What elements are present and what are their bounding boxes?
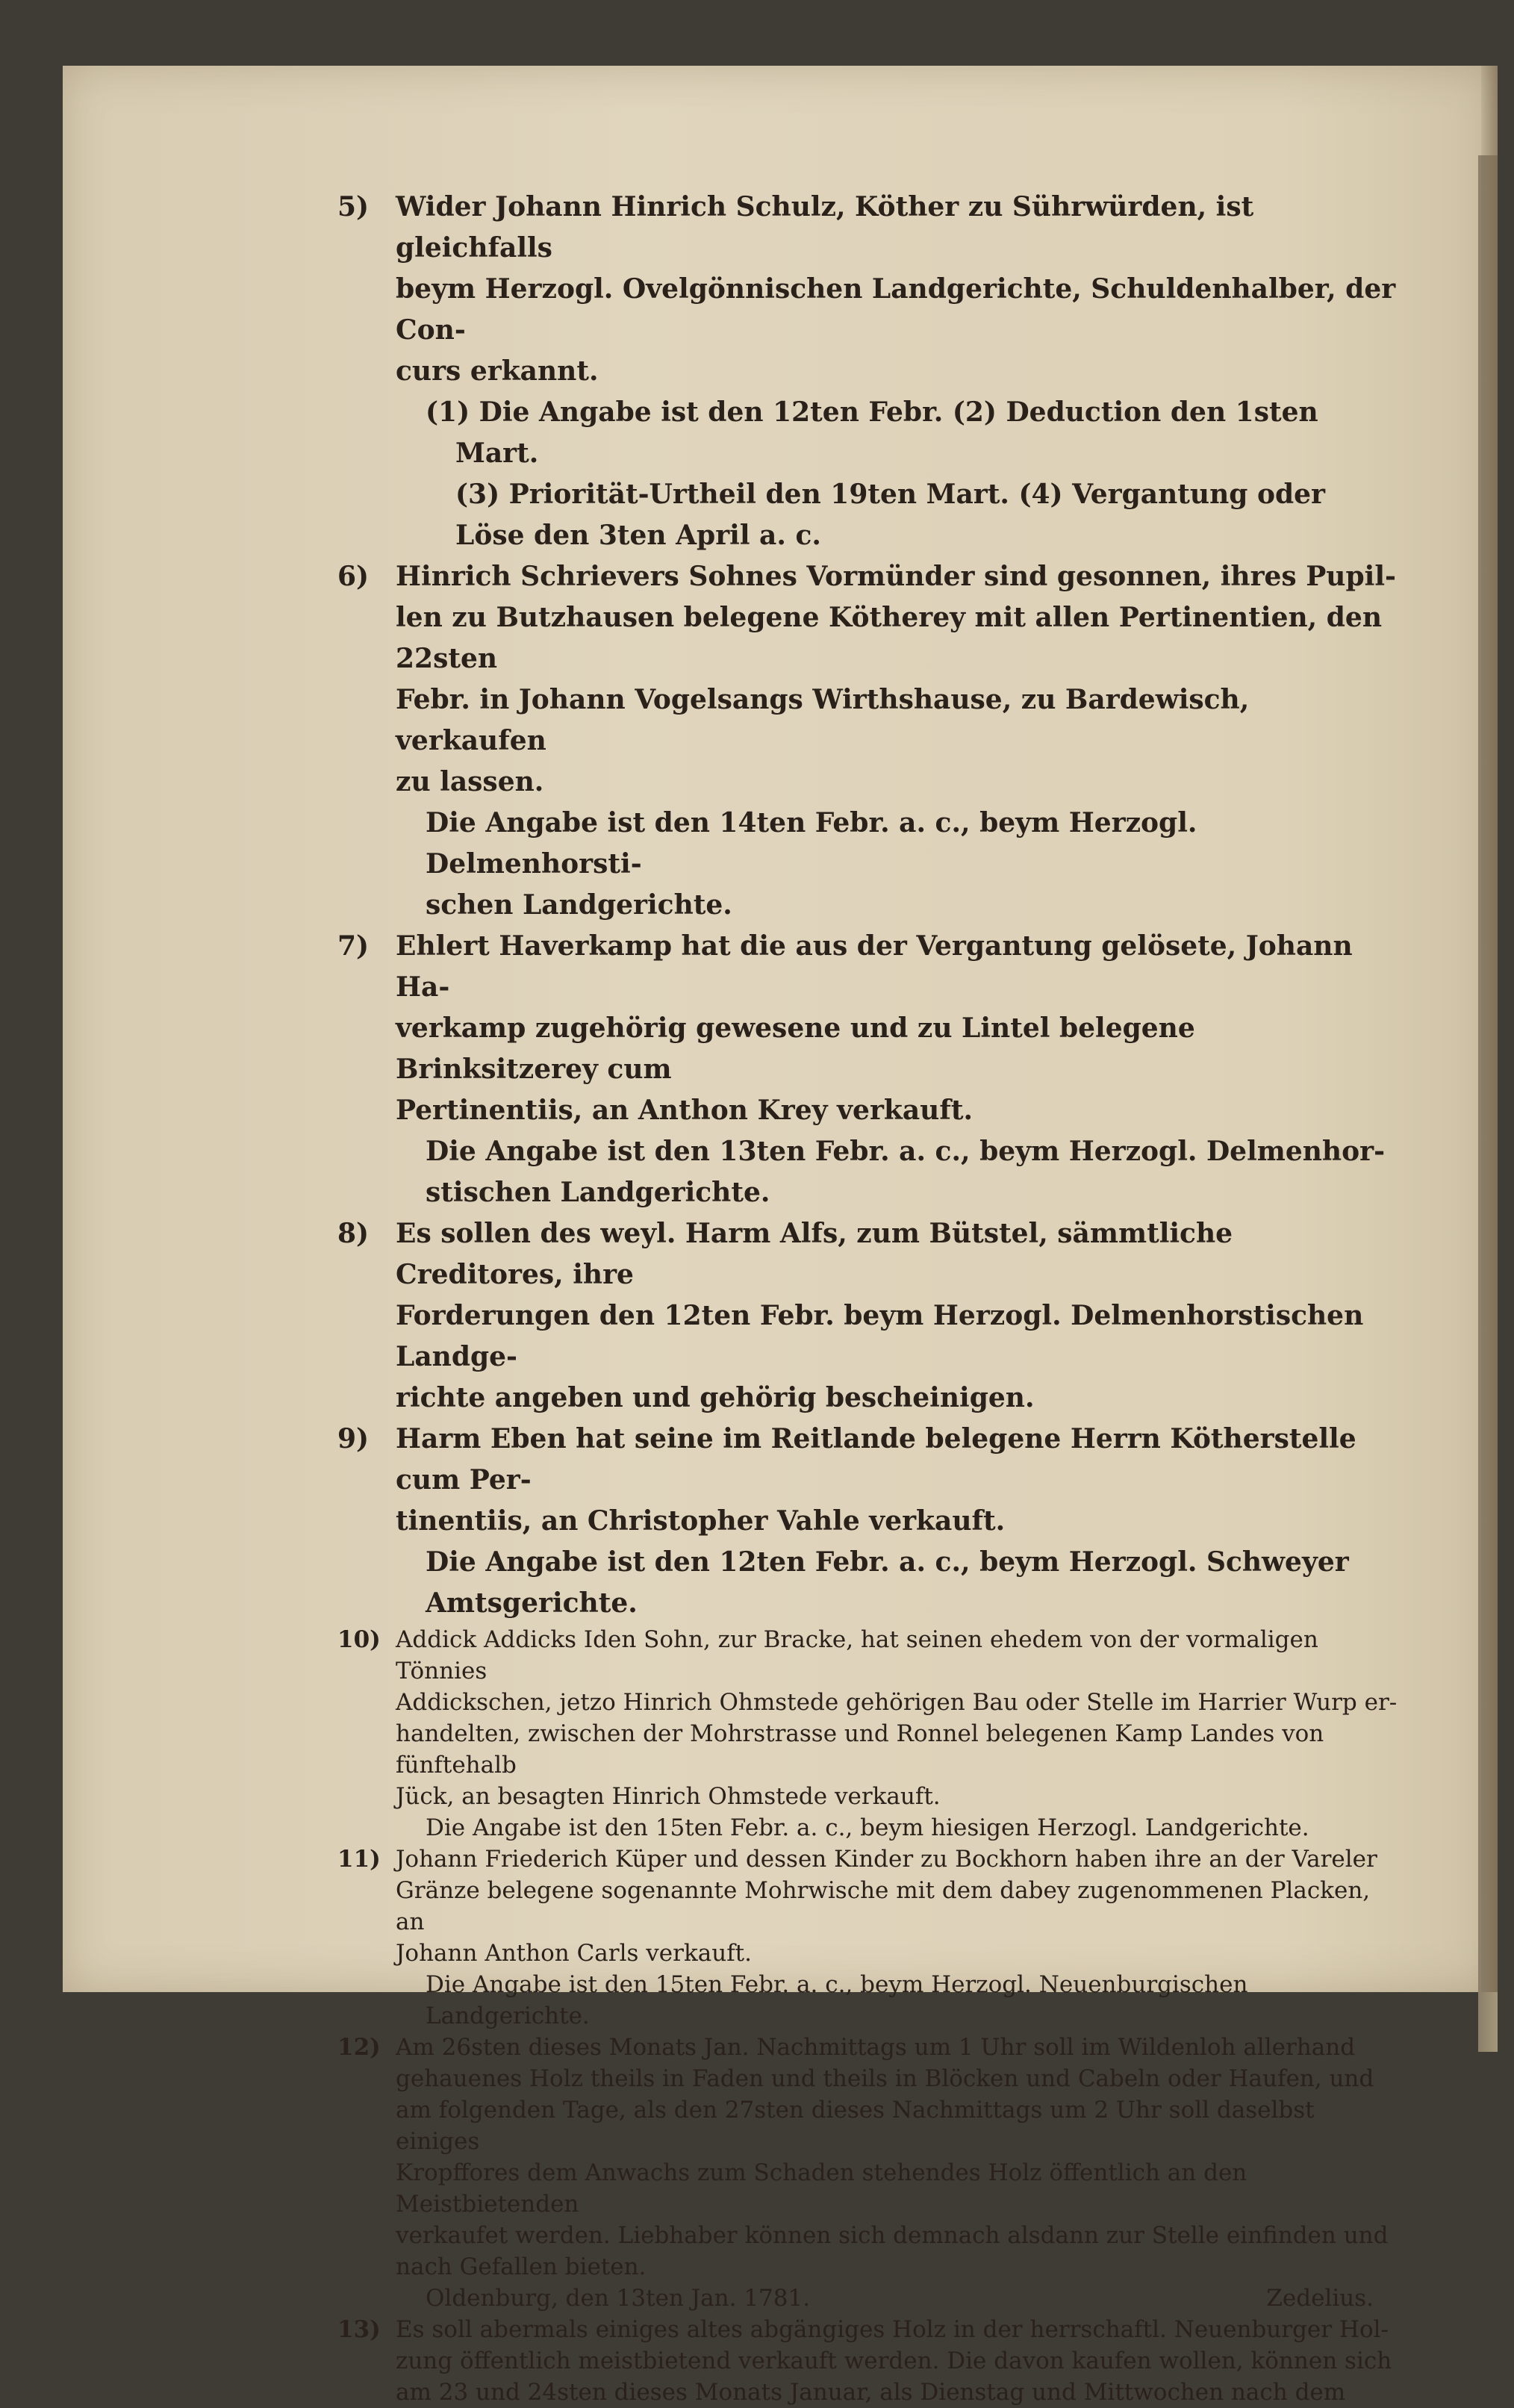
place-date: Oldenburg, den 13ten Jan. 1781. (426, 2285, 811, 2312)
text-line: richte angeben und gehörig bescheinigen. (396, 1382, 1035, 1413)
entry-12 (337, 2032, 1404, 2283)
signature-line (343, 2283, 1404, 2314)
text-line: Es sollen des weyl. Harm Alfs, zum Bütstel, sämmtliche Creditores, ihre (396, 1218, 1233, 1290)
signature-name: Zedelius. (1266, 2285, 1374, 2312)
entry-number: 10) (337, 1626, 381, 1653)
text-line: schen Landgerichte. (426, 889, 732, 921)
text-line: am 23 und 24sten dieses Monats Januar, als Dienstag und Mittwochen nach dem (396, 2379, 1346, 2406)
entry-6 (337, 556, 1404, 803)
entry-number: 9) (337, 1423, 370, 1455)
text-line: Es soll abermals einiges altes abgängiges Holz in der herrschaftl. Neuenburger Hol- (396, 2316, 1389, 2343)
text-line: curs erkannt. (396, 355, 599, 387)
text-line: Die Angabe ist den 15ten Febr. a. c., beym hiesigen Herzogl. Landgerichte. (426, 1814, 1309, 1841)
entry-10 (337, 1624, 1404, 1812)
text-line: Löse den 3ten April a. c. (455, 520, 821, 551)
text-line: Febr. in Johann Vogelsangs Wirthshause, zu Bardewisch, verkaufen (396, 684, 1250, 756)
entry-number: 8) (337, 1218, 370, 1249)
entry-7 (337, 926, 1404, 1131)
text-line: Kropffores dem Anwachs zum Schaden stehendes Holz öffentlich an den Meistbietenden (396, 2159, 1247, 2218)
entry-7-notice (343, 1131, 1404, 1213)
adjacent-page-edge (1478, 155, 1498, 2052)
entry-number: 6) (337, 561, 370, 592)
text-line: Die Angabe ist den 12ten Febr. a. c., beym Herzogl. Schweyer (426, 1546, 1349, 1578)
entry-9 (337, 1419, 1404, 1542)
entry-13 (337, 2314, 1404, 2408)
text-line: beym Herzogl. Ovelgönnischen Landgerichte, Schuldenhalber, der Con- (396, 273, 1396, 346)
text-line: verkaufet werden. Liebhaber können sich demnach alsdann zur Stelle einfinden und (396, 2222, 1389, 2249)
text-line: gehauenes Holz theils in Faden und theils in Blöcken und Cabeln oder Haufen, und (396, 2065, 1374, 2092)
text-line: Pertinentiis, an Anthon Krey verkauft. (396, 1095, 973, 1126)
text-line: Gränze belegene sogenannte Mohrwische mit dem dabey zugenommenen Placken, an (396, 1877, 1371, 1935)
entry-number: 5) (337, 191, 370, 223)
entry-9-notice (343, 1542, 1404, 1624)
entry-5-details (343, 392, 1404, 556)
entry-number: 7) (337, 930, 370, 962)
text-line: Johann Anthon Carls verkauft. (396, 1940, 752, 1967)
entry-6-notice (343, 803, 1404, 926)
text-line: len zu Butzhausen belegene Kötherey mit allen Pertinentien, den 22sten (396, 602, 1382, 674)
text-line: Am 26sten dieses Monats Jan. Nachmittags um 1 Uhr soll im Wildenloh allerhand (396, 2034, 1356, 2061)
text-line: Die Angabe ist den 13ten Febr. a. c., beym Herzogl. Delmenhor- (426, 1136, 1386, 1167)
entry-number: 12) (337, 2034, 381, 2061)
entry-8 (337, 1213, 1404, 1419)
text-line: am folgenden Tage, als den 27sten dieses Nachmittags um 2 Uhr soll daselbst einiges (396, 2097, 1315, 2155)
text-line: Harm Eben hat seine im Reitlande belegene Herrn Kötherstelle cum Per- (396, 1423, 1356, 1496)
entry-11 (337, 1844, 1404, 1969)
text-line: stischen Landgerichte. (426, 1177, 770, 1208)
text-line: zung öffentlich meistbietend verkauft werden. Die davon kaufen wollen, können sich (396, 2348, 1392, 2374)
text-line: Die Angabe ist den 15ten Febr. a. c., beym Herzogl. Neuenburgischen Landgerichte. (426, 1971, 1248, 2029)
entry-number: 13) (337, 2316, 381, 2343)
text-line: zu lassen. (396, 766, 544, 797)
document-text (337, 187, 1404, 2408)
text-line: Addick Addicks Iden Sohn, zur Bracke, hat seinen ehedem von der vormaligen Tönnies (396, 1626, 1318, 1684)
entry-number: 11) (337, 1846, 381, 1873)
text-line: Addickschen, jetzo Hinrich Ohmstede gehörigen Bau oder Stelle im Harrier Wurp er- (396, 1689, 1398, 1716)
text-line: (1) Die Angabe ist den 12ten Febr. (2) Deduction den 1sten Mart. (426, 396, 1318, 469)
text-line: (3) Priorität-Urtheil den 19ten Mart. (4) Vergantung oder (455, 479, 1326, 510)
text-line: Forderungen den 12ten Febr. beym Herzogl. Delmenhorstischen Landge- (396, 1300, 1364, 1372)
text-line: Amtsgerichte. (426, 1587, 638, 1619)
text-line: verkamp zugehörig gewesene und zu Lintel belegene Brinksitzerey cum (396, 1012, 1195, 1085)
text-line: handelten, zwischen der Mohrstrasse und Ronnel belegenen Kamp Landes von fünftehalb (396, 1720, 1324, 1779)
entry-11-notice (343, 1969, 1404, 2032)
text-line: Die Angabe ist den 14ten Febr. a. c., beym Herzogl. Delmenhorsti- (426, 807, 1197, 880)
text-line: nach Gefallen bieten. (396, 2253, 647, 2280)
text-line: tinentiis, an Christopher Vahle verkauft. (396, 1505, 1006, 1537)
entry-5 (337, 187, 1404, 392)
entry-10-notice (343, 1812, 1404, 1844)
text-line: Johann Friederich Küper und dessen Kinder zu Bockhorn haben ihre an der Vareler (396, 1846, 1377, 1873)
text-line: Hinrich Schrievers Sohnes Vormünder sind gesonnen, ihres Pupil- (396, 561, 1396, 592)
text-line: Jück, an besagten Hinrich Ohmstede verkauft. (396, 1783, 941, 1810)
text-line: Wider Johann Hinrich Schulz, Köther zu Sührwürden, ist gleichfalls (396, 191, 1254, 264)
text-line: Ehlert Haverkamp hat die aus der Vergantung gelösete, Johann Ha- (396, 930, 1353, 1003)
